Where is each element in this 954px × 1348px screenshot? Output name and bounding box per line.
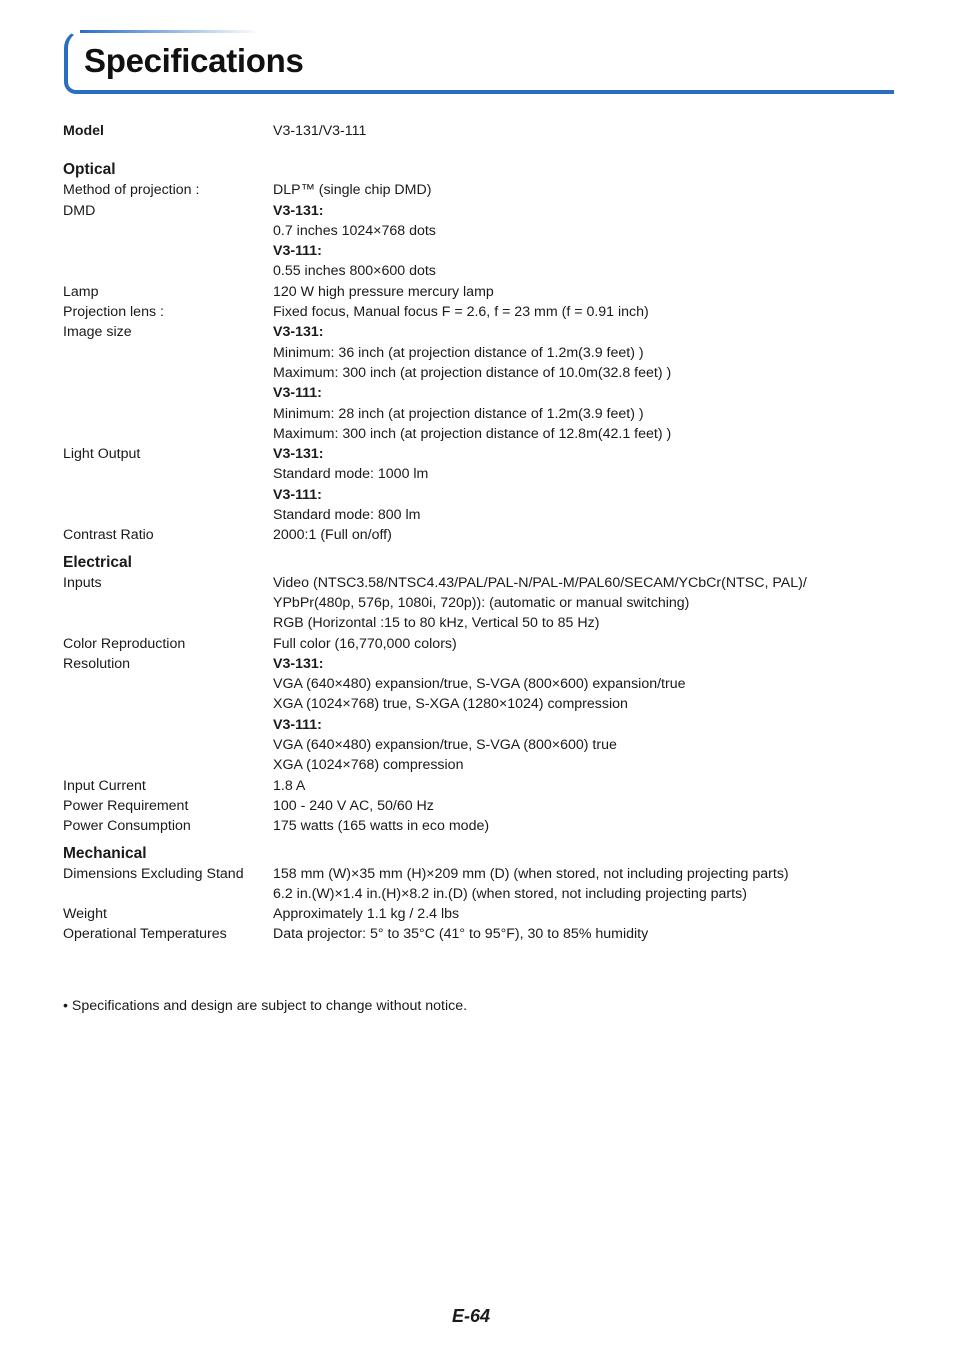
section-title: Optical xyxy=(63,161,116,179)
spec-value-line: Approximately 1.1 kg / 2.4 lbs xyxy=(273,906,460,923)
spec-label: Power Consumption xyxy=(63,818,191,835)
spec-values xyxy=(273,776,893,796)
spec-value-line: 158 mm (W)×35 mm (H)×209 mm (D) (when stored, not including projecting parts) xyxy=(273,865,789,882)
spec-values xyxy=(273,634,893,654)
spec-value-line: 100 - 240 V AC, 50/60 Hz xyxy=(273,797,434,814)
spec-value-line: XGA (1024×768) compression xyxy=(273,757,464,774)
spec-value-line: 0.55 inches 800×600 dots xyxy=(273,263,436,280)
spec-values xyxy=(273,654,893,776)
spec-label: Inputs xyxy=(63,574,102,591)
model-subheading: V3-131: xyxy=(273,324,324,341)
page-number: E-64 xyxy=(452,1306,491,1326)
spec-values xyxy=(273,444,893,525)
spec-row xyxy=(63,796,893,816)
model-subheading: V3-111: xyxy=(273,486,322,503)
spec-values xyxy=(273,796,893,816)
spec-label: Dimensions Excluding Stand xyxy=(63,865,244,882)
spec-label: Method of projection : xyxy=(63,182,200,199)
spec-value-line: XGA (1024×768) true, S-XGA (1280×1024) compression xyxy=(273,696,628,713)
spec-row xyxy=(63,924,893,944)
spec-label: DMD xyxy=(63,202,96,219)
model-subheading: V3-111: xyxy=(273,243,322,260)
spec-value-line: Standard mode: 800 lm xyxy=(273,507,421,524)
spec-label: Operational Temperatures xyxy=(63,926,227,943)
spec-sections xyxy=(63,159,893,944)
spec-label: Input Current xyxy=(63,777,146,794)
spec-values xyxy=(273,282,893,302)
spec-values xyxy=(273,816,893,836)
footnote: • Specifications and design are subject to change without notice. xyxy=(63,998,468,1014)
spec-label: Resolution xyxy=(63,655,131,672)
spec-value-line: 1.8 A xyxy=(273,777,306,794)
spec-values xyxy=(273,201,893,282)
spec-label: Projection lens : xyxy=(63,304,164,321)
page-title: Specifications xyxy=(84,42,304,79)
spec-row xyxy=(63,525,893,545)
spec-label-model: Model xyxy=(63,123,104,139)
spec-row xyxy=(63,573,893,634)
spec-value-line: VGA (640×480) expansion/true, S-VGA (800×600) expansion/true xyxy=(273,676,686,693)
model-subheading: V3-111: xyxy=(273,716,322,733)
section-title: Electrical xyxy=(63,553,132,571)
spec-values xyxy=(273,180,893,200)
spec-value-line: Minimum: 36 inch (at projection distance of 1.2m(3.9 feet) ) xyxy=(273,344,644,361)
spec-values xyxy=(273,904,893,924)
spec-value-line: Data projector: 5° to 35°C (41° to 95°F), 30 to 85% humidity xyxy=(273,926,649,943)
spec-values xyxy=(273,322,893,444)
spec-values xyxy=(273,525,893,545)
spec-value-line: DLP™ (single chip DMD) xyxy=(273,182,432,199)
spec-row xyxy=(63,201,893,282)
spec-value-line: Full color (16,770,000 colors) xyxy=(273,635,457,652)
spec-values xyxy=(273,573,893,634)
spec-value-line: 6.2 in.(W)×1.4 in.(H)×8.2 in.(D) (when stored, not including projecting parts) xyxy=(273,885,747,902)
spec-label: Image size xyxy=(63,324,132,341)
spec-row xyxy=(63,180,893,200)
spec-label: Weight xyxy=(63,906,107,923)
spec-value-line: Video (NTSC3.58/NTSC4.43/PAL/PAL-N/PAL-M/PAL60/SECAM/YCbCr(NTSC, PAL)/ xyxy=(273,574,807,591)
spec-label: Light Output xyxy=(63,446,141,463)
spec-value-line: Maximum: 300 inch (at projection distance of 10.0m(32.8 feet) ) xyxy=(273,364,672,381)
spec-row xyxy=(63,654,893,776)
spec-value-line: VGA (640×480) expansion/true, S-VGA (800×600) true xyxy=(273,737,617,754)
spec-value-line: Minimum: 28 inch (at projection distance of 1.2m(3.9 feet) ) xyxy=(273,405,644,422)
model-subheading: V3-131: xyxy=(273,655,324,672)
spec-value-model: V3-131/V3-111 xyxy=(273,123,367,139)
spec-value-line: YPbPr(480p, 576p, 1080i, 720p)): (automatic or manual switching) xyxy=(273,594,690,611)
spec-label: Color Reproduction xyxy=(63,635,186,652)
spec-row xyxy=(63,634,893,654)
model-subheading: V3-131: xyxy=(273,446,324,463)
spec-row-model xyxy=(63,121,893,141)
spec-value-line: 120 W high pressure mercury lamp xyxy=(273,283,494,300)
spec-values xyxy=(273,302,893,322)
spec-row xyxy=(63,282,893,302)
spec-value-line: 175 watts (165 watts in eco mode) xyxy=(273,818,490,835)
spec-value-line: Standard mode: 1000 lm xyxy=(273,466,429,483)
spec-row xyxy=(63,904,893,924)
spec-row xyxy=(63,444,893,525)
spec-label: Contrast Ratio xyxy=(63,527,154,544)
spec-label: Power Requirement xyxy=(63,797,189,814)
title-frame-fade xyxy=(80,30,260,33)
spec-label: Lamp xyxy=(63,283,99,300)
section-title: Mechanical xyxy=(63,844,147,862)
spec-row xyxy=(63,816,893,836)
spec-value-line: 2000:1 (Full on/off) xyxy=(273,527,392,544)
spec-row xyxy=(63,864,893,905)
spec-value-line: Maximum: 300 inch (at projection distance of 12.8m(42.1 feet) ) xyxy=(273,425,672,442)
model-subheading: V3-111: xyxy=(273,385,322,402)
spec-row xyxy=(63,322,893,444)
spec-content xyxy=(63,121,893,945)
spec-row xyxy=(63,302,893,322)
spec-value-line: RGB (Horizontal :15 to 80 kHz, Vertical 50 to 85 Hz) xyxy=(273,615,600,632)
spec-value-line: 0.7 inches 1024×768 dots xyxy=(273,222,436,239)
spec-values xyxy=(273,864,893,905)
spec-row xyxy=(63,776,893,796)
model-subheading: V3-131: xyxy=(273,202,324,219)
spec-values xyxy=(273,924,893,944)
spec-value-line: Fixed focus, Manual focus F = 2.6, f = 23 mm (f = 0.91 inch) xyxy=(273,304,649,321)
